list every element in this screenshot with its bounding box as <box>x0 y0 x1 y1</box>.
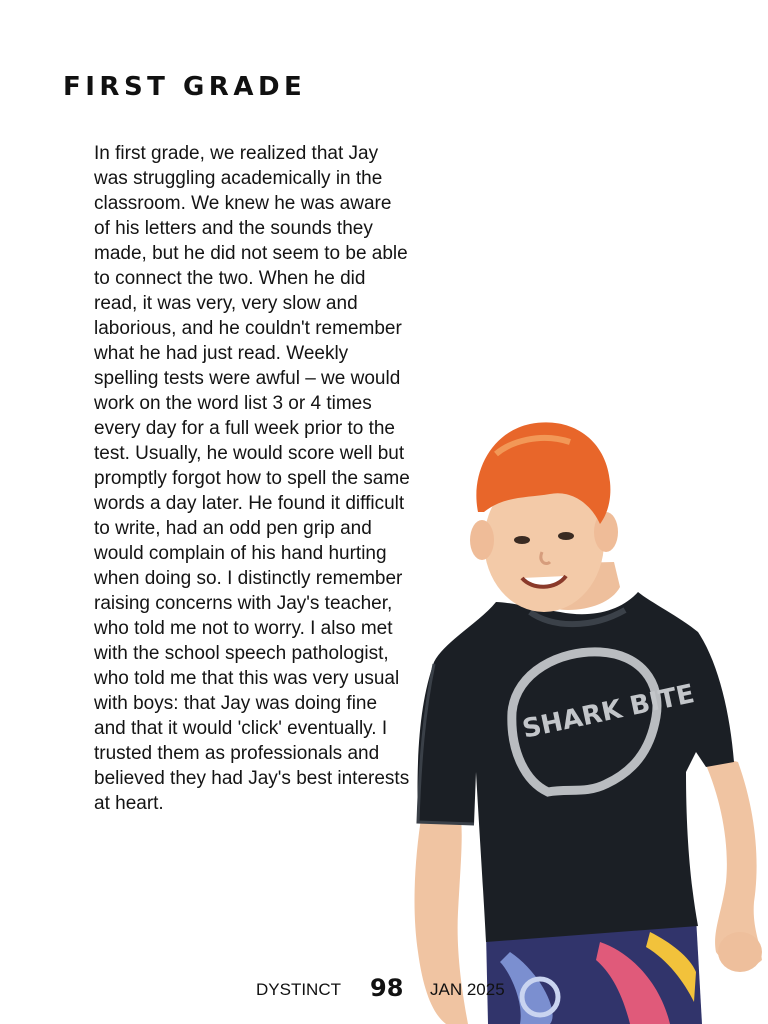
shirt <box>418 592 734 942</box>
magazine-name: DYSTINCT <box>256 980 341 999</box>
issue-date: JAN 2025 <box>430 980 505 999</box>
page-number: 98 <box>370 974 404 1002</box>
shirt-graphic-text: SHARK BITE <box>519 679 698 745</box>
article-body: In first grade, we realized that Jay was struggling academically in the classroom. We knew he was aware of his letters and the sounds they made, but he did not seem to be able to connect the two. When he did read, it was very, very slow and laborious, and he couldn't remember what he had just read. Weekly spelling tests were awful – we would work on the word list 3 or 4 times every day for a full week prior to the test. Usually, he would score well but promptly forgot how to spell the same words a day later. He found it difficult to write, had an odd pen grip and would complain of his hand hurting when doing so. I distinctly remember raising concerns with Jay's teacher, who told me not to worry. I also met with the school speech pathologist, who told me that this was very usual with boys: that Jay was doing fine and that it would 'click' eventually. I trusted them as professionals and believed they had Jay's best interests at heart. <box>94 143 410 814</box>
page-footer <box>0 972 768 1012</box>
left-ear <box>470 520 494 560</box>
boy-photo <box>400 412 768 1024</box>
right-hand <box>718 932 762 972</box>
section-title: FIRST GRADE <box>63 72 307 102</box>
